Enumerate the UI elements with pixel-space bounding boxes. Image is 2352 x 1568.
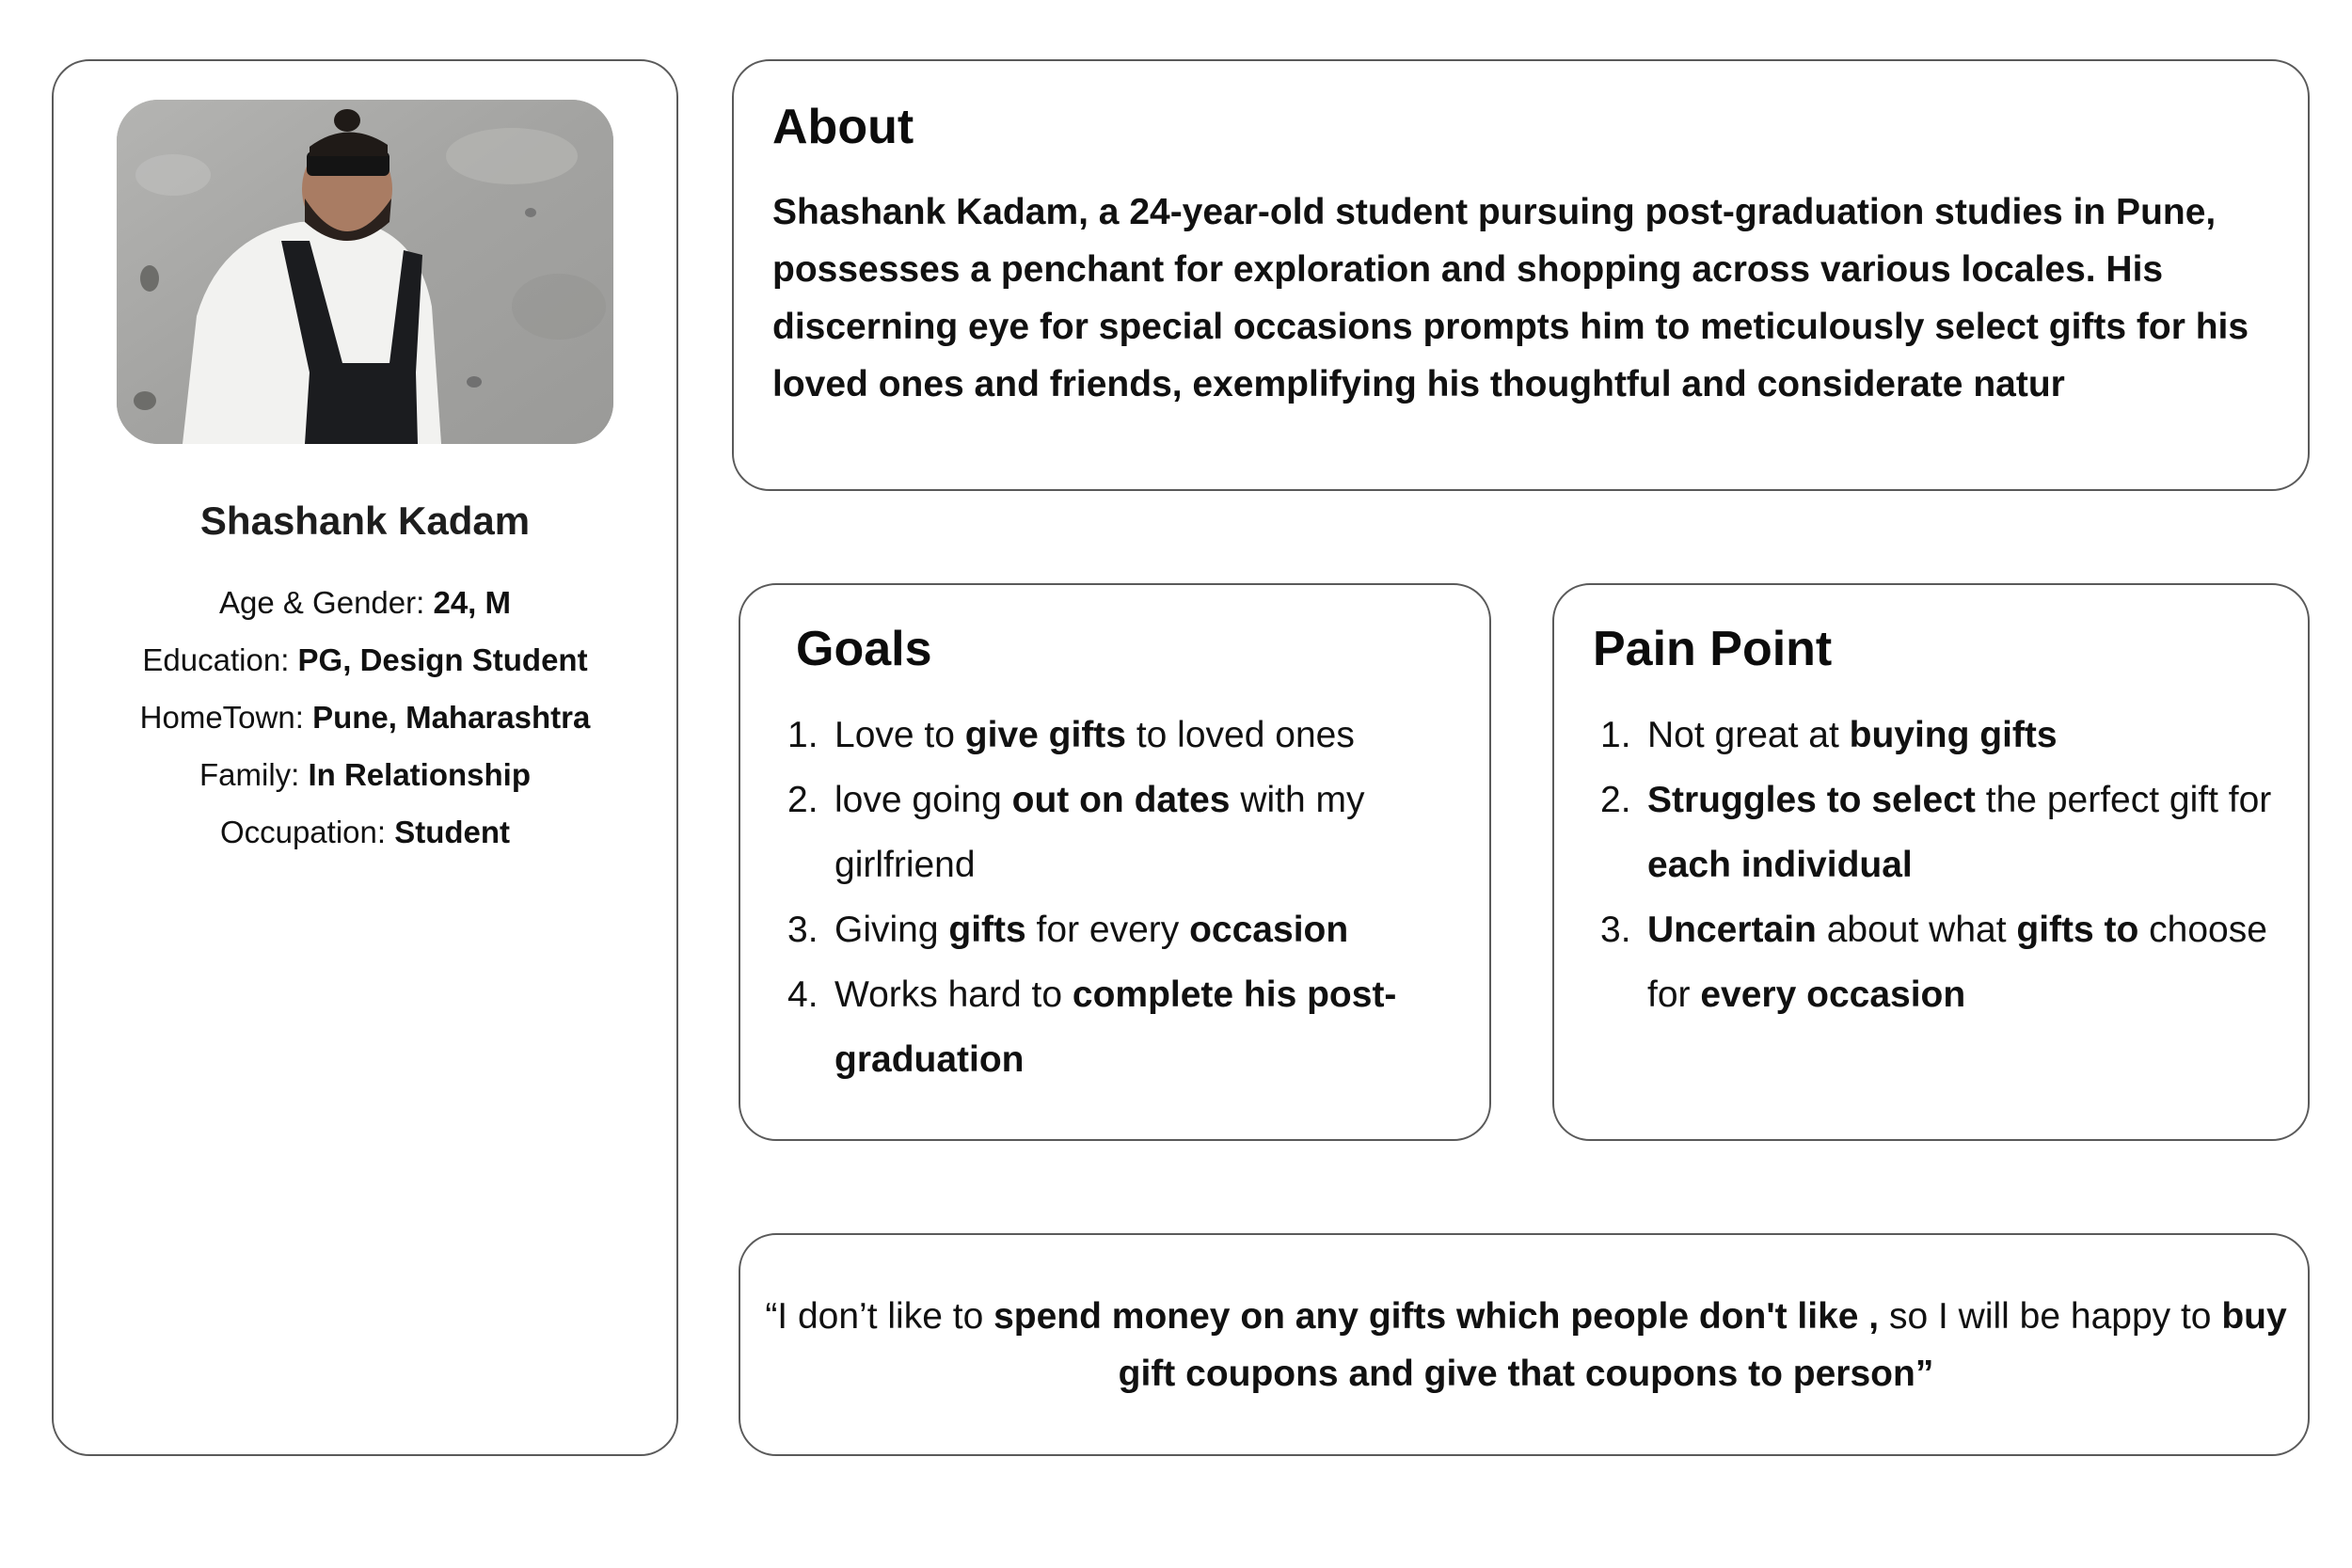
text: Not great at [1647, 715, 1850, 755]
about-card [732, 59, 2310, 491]
detail-age-gender [54, 574, 676, 631]
about-title: About [772, 100, 914, 154]
profile-photo-image [117, 100, 613, 444]
detail-education [54, 631, 676, 689]
list-text [834, 897, 1465, 962]
text: “I don’t like to [765, 1296, 994, 1337]
profile-details [54, 574, 676, 861]
list-text [1647, 897, 2287, 1027]
profile-photo [117, 100, 613, 444]
bold-text: each individual [1647, 845, 1913, 885]
goals-card [739, 583, 1491, 1141]
list-text [834, 703, 1465, 768]
text: to loved ones [1125, 715, 1355, 755]
pain-point-title: Pain Point [1593, 622, 1833, 676]
goals-list [787, 703, 1465, 1092]
list-number: 2. [1600, 780, 1631, 820]
list-item [1600, 897, 2287, 1027]
text: love going [834, 780, 1012, 820]
detail-value: 24, M [433, 585, 512, 620]
list-text [834, 768, 1465, 897]
list-number: 2. [787, 780, 818, 820]
list-number: 1. [787, 715, 818, 755]
detail-label: Family: [199, 757, 309, 792]
bold-text: gifts to [2016, 910, 2139, 950]
text: Works hard to [834, 974, 1073, 1015]
list-item [787, 962, 1465, 1092]
bold-text: out on dates [1011, 780, 1231, 820]
list-item [787, 703, 1465, 768]
list-text [834, 962, 1465, 1092]
list-text [1647, 768, 2287, 897]
detail-value: Pune, Maharashtra [312, 700, 591, 735]
text: so I will be happy to [1879, 1296, 2222, 1337]
text: for every [1025, 910, 1190, 950]
list-item [1600, 703, 2287, 768]
person-name: Shashank Kadam [199, 499, 531, 543]
detail-family [54, 746, 676, 803]
text: choose for [1647, 910, 2267, 1015]
bold-text: Uncertain [1647, 910, 1817, 950]
detail-label: HomeTown: [139, 700, 313, 735]
about-text: Shashank Kadam, a 24-year-old student pursuing post-graduation studies in Pune, possesses a penchant for exploration and shopping across various locales. His discerning eye for special occasions prompts him to meticulously select gifts for his loved ones and friends, exemplifying his thoughtful and considerate natur [772, 192, 2249, 404]
detail-value: PG, Design Student [297, 642, 588, 677]
goals-title: Goals [796, 622, 932, 676]
list-number: 1. [1600, 715, 1631, 755]
detail-hometown [54, 689, 676, 746]
list-text [1647, 703, 2287, 768]
bold-text: every occasion [1700, 974, 1966, 1015]
list-item [1600, 768, 2287, 897]
bold-text: complete his post-graduation [834, 974, 1397, 1080]
text: the perfect gift for [1975, 780, 2272, 820]
pain-point-list [1600, 703, 2287, 1027]
bold-text: Struggles to select [1647, 780, 1976, 820]
detail-label: Education: [142, 642, 298, 677]
list-number: 3. [1600, 910, 1631, 950]
quote-text [759, 1288, 2293, 1402]
text: about what [1816, 910, 2017, 950]
bold-text: gifts [948, 910, 1026, 950]
detail-label: Age & Gender: [218, 585, 434, 620]
bold-text: give gifts [964, 715, 1126, 755]
detail-value: Student [394, 815, 511, 849]
bold-text: buy gift coupons and give that coupons to person” [1118, 1296, 2287, 1394]
bold-text: occasion [1189, 910, 1349, 950]
detail-occupation [54, 803, 676, 861]
pain-point-card [1552, 583, 2310, 1141]
bold-text: buying gifts [1849, 715, 2058, 755]
bold-text: spend money on any gifts which people don't like , [993, 1296, 1880, 1337]
list-number: 4. [787, 974, 818, 1015]
text: Love to [834, 715, 965, 755]
detail-label: Occupation: [219, 815, 395, 849]
detail-value: In Relationship [308, 757, 531, 792]
list-item [787, 897, 1465, 962]
list-item [787, 768, 1465, 897]
quote-card [739, 1233, 2310, 1456]
profile-card [52, 59, 678, 1456]
list-number: 3. [787, 910, 818, 950]
text: Giving [834, 910, 949, 950]
text: with my girlfriend [834, 780, 1365, 885]
